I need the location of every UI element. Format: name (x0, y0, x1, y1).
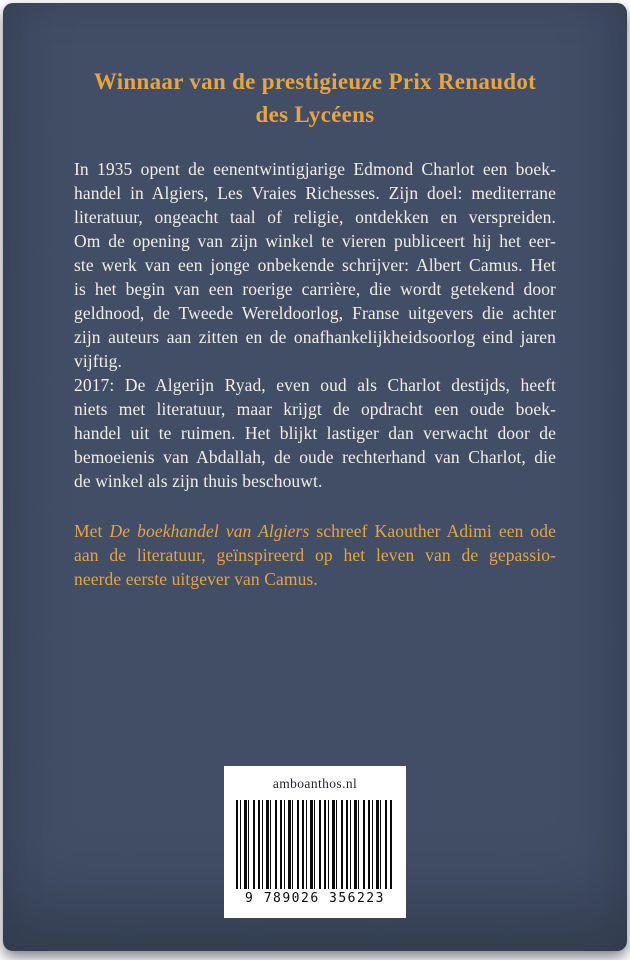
synopsis-paragraph (74, 157, 556, 493)
publisher-website: amboanthos.nl (272, 776, 358, 791)
synopsis-line: In 1935 opent de eenentwintigjarige Edmond Charlot een boek- (74, 159, 556, 179)
blurb-paragraph (74, 519, 556, 591)
blurb-line1-rest: schreef Kaouther Adimi een ode (309, 521, 557, 541)
synopsis-line: niets met literatuur, maar krijgt de opdracht een oude boek- (74, 399, 556, 419)
blurb-line: aan de literatuur, geïnspireerd op het leven van de gepassio- (74, 545, 556, 565)
synopsis-line: geldnood, de Tweede Wereldoorlog, Franse uitgevers die achter (74, 303, 556, 323)
synopsis-line: de winkel als zijn thuis beschouwt. (74, 471, 323, 491)
synopsis-line: 2017: De Algerijn Ryad, even oud als Charlot destijds, heeft (74, 375, 556, 395)
barcode-panel (224, 766, 406, 918)
synopsis-line: Om de opening van zijn winkel te vieren publiceert hij het eer- (74, 231, 556, 251)
award-heading (43, 65, 587, 131)
blurb-line (74, 519, 556, 543)
blurb-prefix: Met (74, 521, 110, 541)
award-heading-line2: des Lycéens (255, 102, 375, 127)
barcode-number: 9 789026 356223 (236, 889, 394, 906)
award-heading-line1: Winnaar van de prestigieuze Prix Renaudot (93, 69, 537, 94)
synopsis-line: handel in Algiers, Les Vraies Richesses. Zijn doel: mediterrane (74, 183, 556, 203)
synopsis-line: zijn auteurs aan zitten en de onafhankelijkheidsoorlog eind jaren (74, 327, 556, 347)
synopsis-line: bemoeienis van Abdallah, de oude rechterhand van Charlot, die (74, 447, 556, 467)
book-title-italic: De boekhandel van Algiers (109, 521, 310, 541)
synopsis-line: handel uit te ruimen. Het blijkt lastiger dan verwacht door de (74, 423, 556, 443)
synopsis-line: ste werk van een jonge onbekende schrijver: Albert Camus. Het (74, 255, 556, 275)
synopsis-line: vijftig. (74, 351, 122, 371)
blurb-line: neerde eerste uitgever van Camus. (74, 569, 318, 589)
synopsis-line: is het begin van een roerige carrière, die wordt getekend door (74, 279, 556, 299)
back-cover (3, 3, 627, 951)
synopsis-line: literatuur, ongeacht taal of religie, ontdekken en verspreiden. (74, 207, 556, 227)
